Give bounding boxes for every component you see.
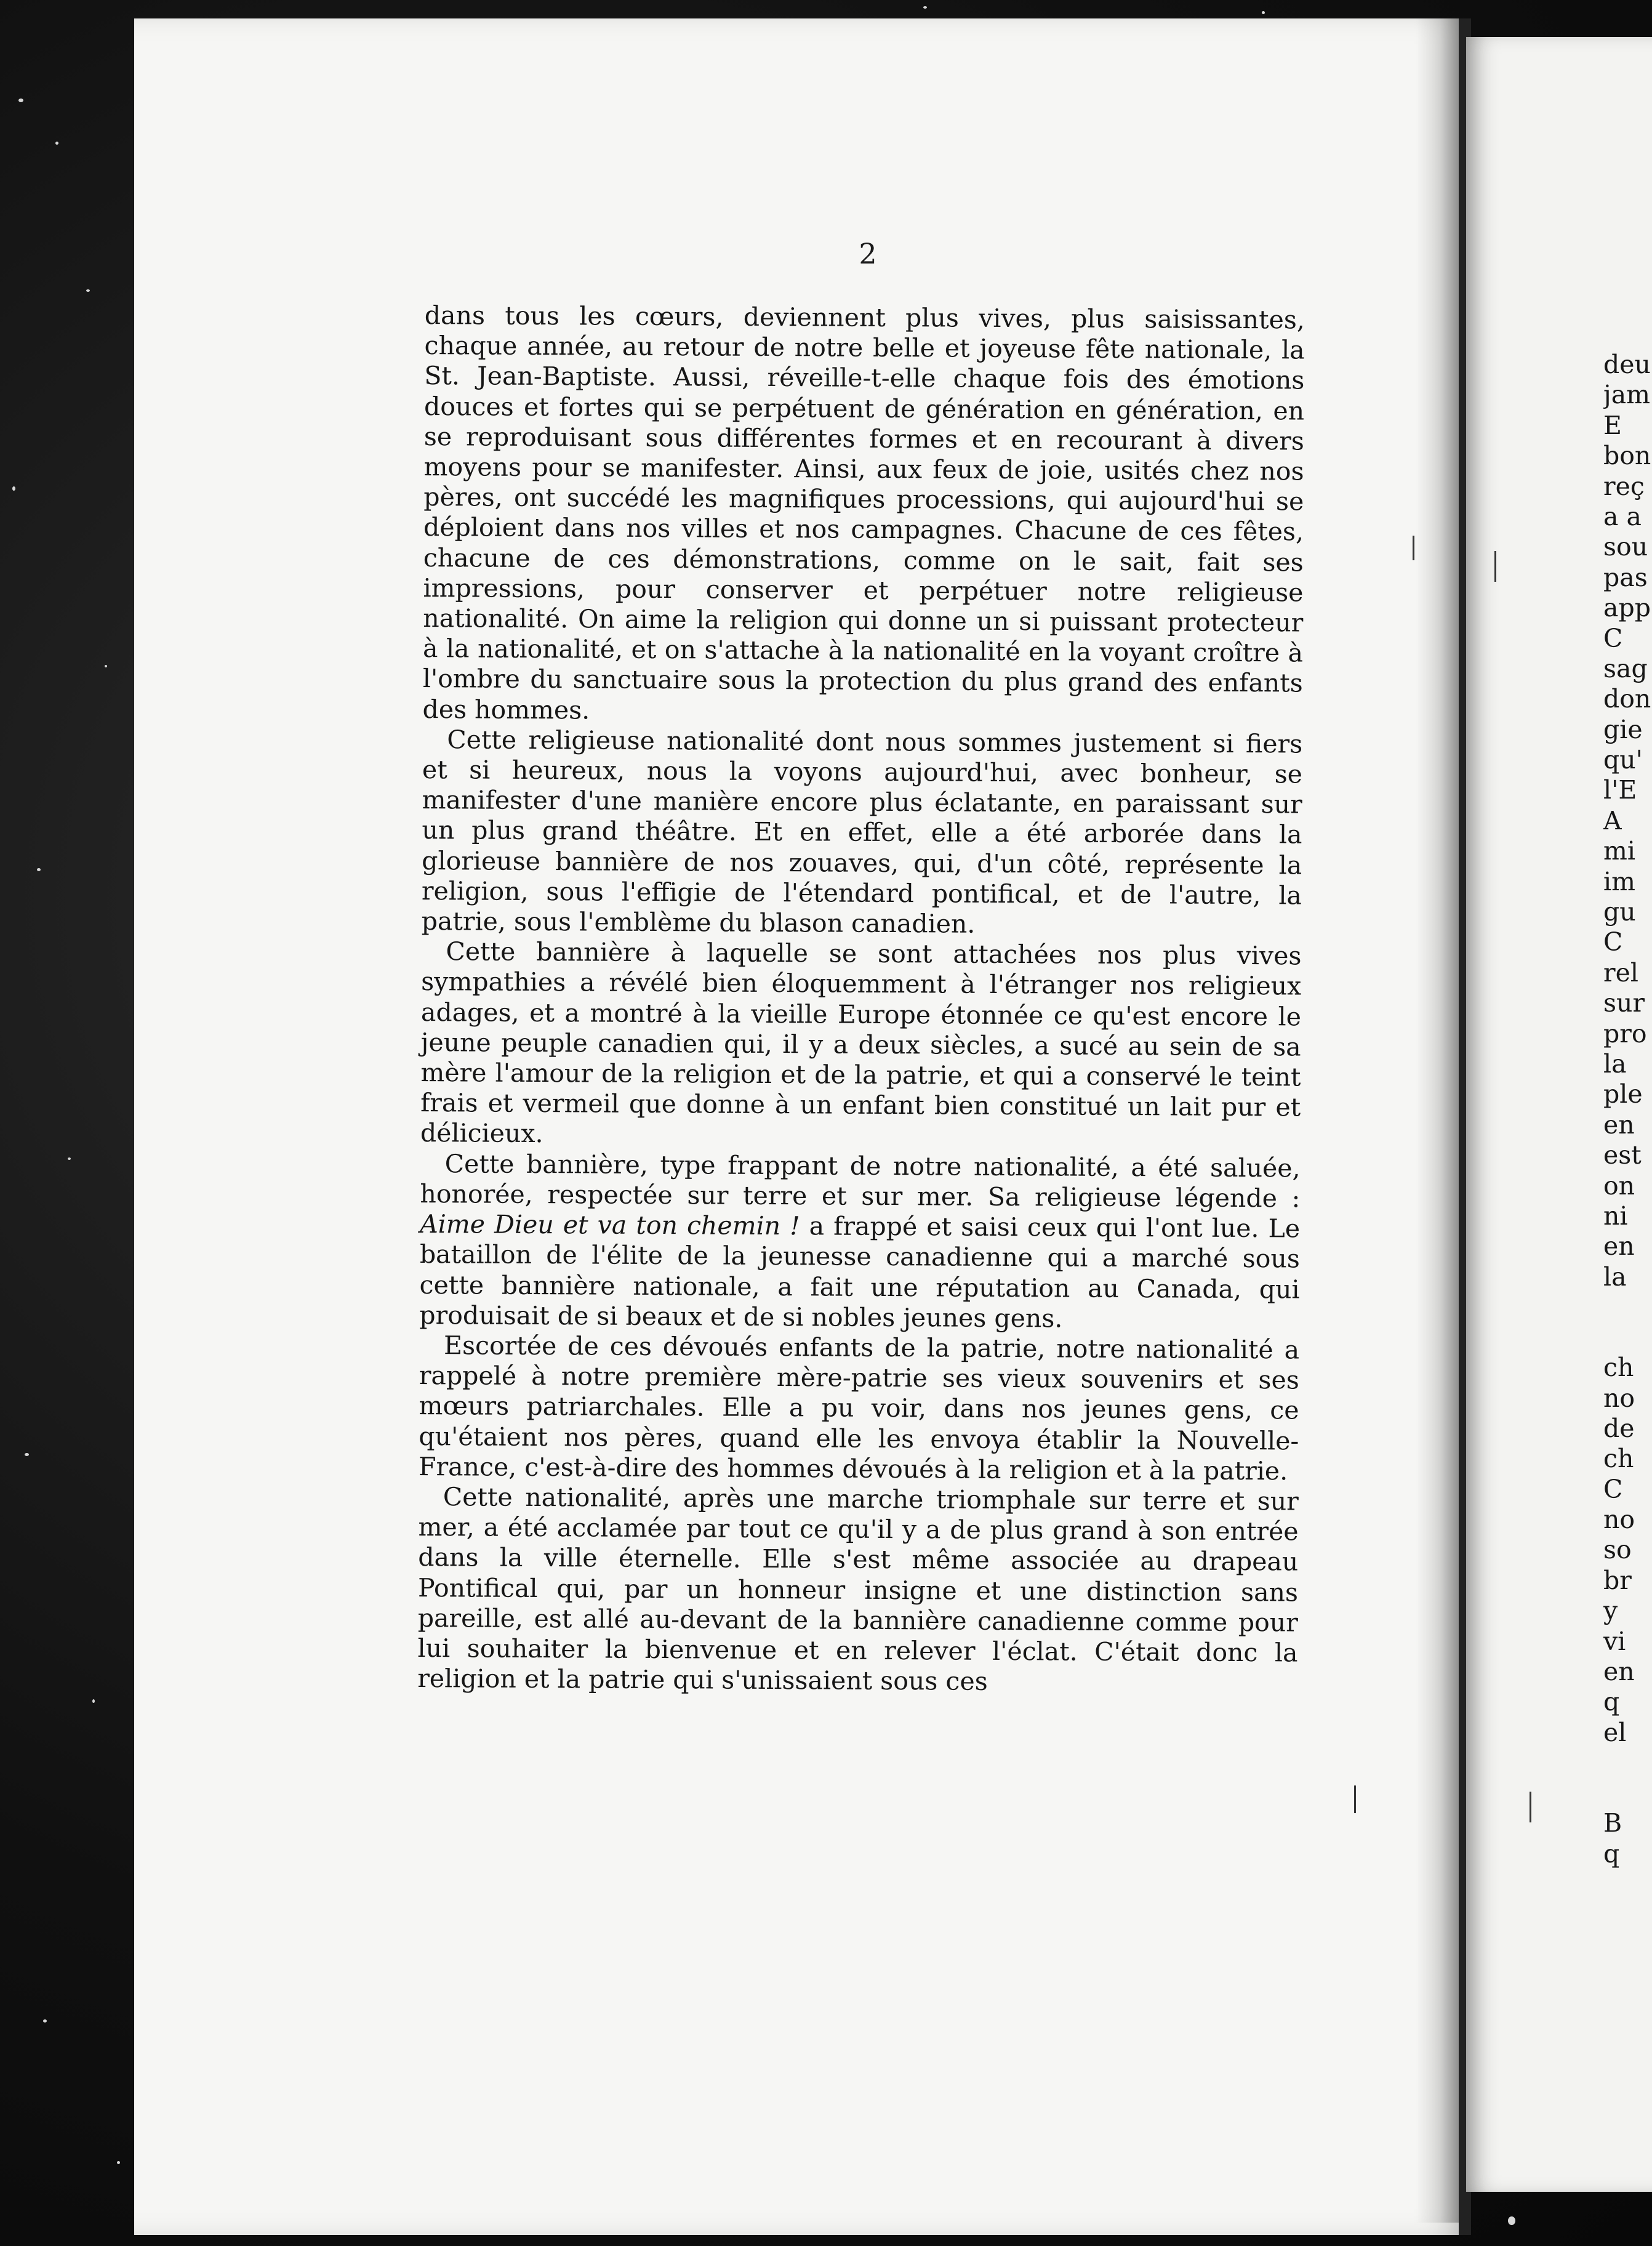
right-page-fragment: q bbox=[1603, 1687, 1620, 1717]
right-page-fragment: la bbox=[1603, 1262, 1627, 1292]
page-mark bbox=[1494, 551, 1496, 582]
right-page-fragment: don bbox=[1603, 684, 1651, 714]
dust-speck bbox=[68, 1157, 71, 1160]
right-page-fragment: jam bbox=[1603, 380, 1651, 410]
paragraph-6: Cette nationalité, après une marche triomphale sur terre et sur mer, a été acclamée par tout ce qu'il y a de plus grand à son entrée dans la ville éternelle. Elle s'est même associée au drapeau Pontifical qui, par un honneur insigne et une distinction sans pareille, est allé au-devant de la bannière canadienne comme pour lui souhaiter la bienvenue et en relever l'éclat. C'était donc la religion et la patrie qui s'unissaient sous ces bbox=[417, 1482, 1299, 1696]
dust-speck bbox=[1508, 2216, 1515, 2225]
right-page-fragment: en bbox=[1603, 1657, 1635, 1687]
dust-speck bbox=[923, 6, 927, 9]
right-page-fragment: pas bbox=[1603, 562, 1648, 592]
dust-speck bbox=[25, 1453, 29, 1456]
right-page-text-fragments bbox=[1603, 350, 1652, 1869]
right-page-fragment: la bbox=[1603, 1049, 1627, 1079]
right-page-fragment: deu bbox=[1603, 350, 1651, 379]
paragraph-2: Cette religieuse nationalité dont nous sommes justement si fiers et si heureux, nous la voyons aujourd'hui, avec bonheur, se manifester d'une manière encore plus éclatante, en paraissant sur un plus grand théâtre. Et en effet, elle a été arborée dans la glorieuse bannière de nos zouaves, qui, d'un côté, représente la religion, sous l'effigie de l'étendard pontifical, et de l'autre, la patrie, sous l'emblème du blason canadien. bbox=[421, 725, 1303, 939]
dust-speck bbox=[1262, 11, 1265, 14]
right-page-fragment: bon bbox=[1603, 441, 1651, 471]
right-page-fragment: im bbox=[1603, 866, 1635, 896]
right-page-fragment: en bbox=[1603, 1109, 1635, 1140]
right-page-fragment: E bbox=[1603, 410, 1622, 440]
right-page-fragment: no bbox=[1603, 1383, 1635, 1413]
right-page-fragment: ch bbox=[1603, 1353, 1634, 1383]
right-page-fragment: y bbox=[1603, 1596, 1618, 1626]
dust-speck bbox=[92, 1699, 95, 1703]
right-page-fragment: pro bbox=[1603, 1018, 1647, 1049]
legend-motto: Aime Dieu et va ton chemin ! bbox=[420, 1209, 800, 1241]
dust-speck bbox=[117, 2161, 120, 2164]
fragment-gap bbox=[1603, 1748, 1652, 1808]
right-page-fragment: on bbox=[1603, 1170, 1635, 1201]
page-number: 2 bbox=[859, 237, 877, 270]
page-mark bbox=[1354, 1785, 1356, 1813]
right-page-fragment: qu' bbox=[1603, 745, 1643, 775]
right-page-fragment: ple bbox=[1603, 1079, 1643, 1109]
right-page-fragment: sag bbox=[1603, 653, 1648, 683]
right-page-fragment: est bbox=[1603, 1140, 1642, 1170]
dust-speck bbox=[37, 868, 41, 871]
right-page-fragment: C bbox=[1603, 1474, 1623, 1504]
right-page-fragment: ch bbox=[1603, 1444, 1634, 1474]
fragment-gap bbox=[1603, 1292, 1652, 1353]
right-page-fragment: rel bbox=[1603, 957, 1638, 988]
right-page-fragment: br bbox=[1603, 1565, 1632, 1595]
right-page-fragment: de bbox=[1603, 1413, 1635, 1443]
right-page-fragment: C bbox=[1603, 927, 1623, 957]
right-page-fragment: a a bbox=[1603, 501, 1642, 531]
paragraph-3: Cette bannière à laquelle se sont attachées nos plus vives sympathies a révélé bien éloquemment à l'étranger nos religieux adages, et a montré à la vieille Europe étonnée ce qu'est encore le jeune peuple canadien qui, il y a deux siècles, a sucé au sein de sa mère l'amour de la religion et de la patrie, et qui a conservé le teint frais et vermeil que donne à un enfant bien constitué un lait pur et délicieux. bbox=[420, 936, 1302, 1149]
right-page-fragment: no bbox=[1603, 1505, 1635, 1535]
right-page-fragment: en bbox=[1603, 1231, 1635, 1262]
right-page-fragment: el bbox=[1603, 1717, 1627, 1747]
dust-speck bbox=[18, 99, 23, 102]
dust-speck bbox=[12, 486, 15, 491]
right-page-fragment: reç bbox=[1603, 471, 1645, 501]
page-mark bbox=[1413, 536, 1414, 560]
right-page-fragment: sur bbox=[1603, 988, 1645, 1018]
paragraph-1: dans tous les cœurs, deviennent plus vives, plus saisissantes, chaque année, au retour de notre belle et joyeuse fête nationale, la St. Jean-Baptiste. Aussi, réveille-t-elle chaque fois des émotions douces et fortes qui se perpétuent de génération en génération, en se reproduisant sous différentes formes et en recourant à divers moyens pour se manifester. Ainsi, aux feux de joie, usités chez nos pères, ont succédé les magnifiques processions, qui aujourd'hui se déploient dans nos villes et nos campagnes. Chacune de ces fêtes, chacune de ces démonstrations, comme on le sait, fait ses impressions, pour conserver et perpétuer notre religieuse nationalité. On aime la religion qui donne un si puissant protecteur à la nationalité, et on s'attache à la nationalité en la voyant croître à l'ombre du sanctuaire sous la protection du plus grand des enfants des hommes. bbox=[422, 300, 1305, 725]
right-page-fragment: C bbox=[1603, 623, 1623, 653]
paragraph-4-start: Cette bannière, type frappant de notre nationalité, a été saluée, honorée, respectée sur terre et sur mer. Sa religieuse légende : bbox=[420, 1148, 1301, 1214]
right-page-fragment: mi bbox=[1603, 836, 1635, 866]
paragraph-4 bbox=[419, 1149, 1301, 1335]
dust-speck bbox=[43, 2019, 47, 2023]
right-page-fragment: app bbox=[1603, 593, 1651, 623]
right-page-fragment: vi bbox=[1603, 1626, 1626, 1656]
right-page-fragment: gu bbox=[1603, 897, 1636, 927]
right-page-fragment: B bbox=[1603, 1808, 1622, 1838]
right-page-fragment: gie bbox=[1603, 714, 1643, 744]
right-page-fragment: so bbox=[1603, 1535, 1632, 1565]
right-page-fragment: sou bbox=[1603, 532, 1648, 562]
dust-speck bbox=[105, 665, 107, 667]
page-mark bbox=[1530, 1792, 1531, 1822]
paragraph-5: Escortée de ces dévoués enfants de la patrie, notre nationalité a rappelé à notre première mère-patrie ses vieux souvenirs et ses mœurs patriarchales. Elle a pu voir, dans nos jeunes gens, ce qu'étaient nos pères, quand elle les envoya établir la Nouvelle-France, c'est-à-dire des hommes dévoués à la religion et à la patrie. bbox=[418, 1330, 1300, 1486]
right-page-fragment: A bbox=[1603, 805, 1622, 835]
right-page-fragment: l'E bbox=[1603, 775, 1637, 805]
right-page-fragment: ni bbox=[1603, 1201, 1628, 1231]
page-body-text bbox=[417, 300, 1305, 1699]
paragraph-4-end: a frappé et saisi ceux qui l'ont lue. Le bataillon de l'élite de la jeunesse canadienne qui a marché sous cette bannière nationale, a fait une réputation au Canada, qui produisait de si beaux et de si nobles jeunes gens. bbox=[419, 1211, 1301, 1334]
dust-speck bbox=[86, 289, 90, 292]
dust-speck bbox=[55, 142, 58, 145]
right-page-fragment: q bbox=[1603, 1838, 1620, 1869]
page-fold-shadow bbox=[1416, 18, 1465, 2223]
